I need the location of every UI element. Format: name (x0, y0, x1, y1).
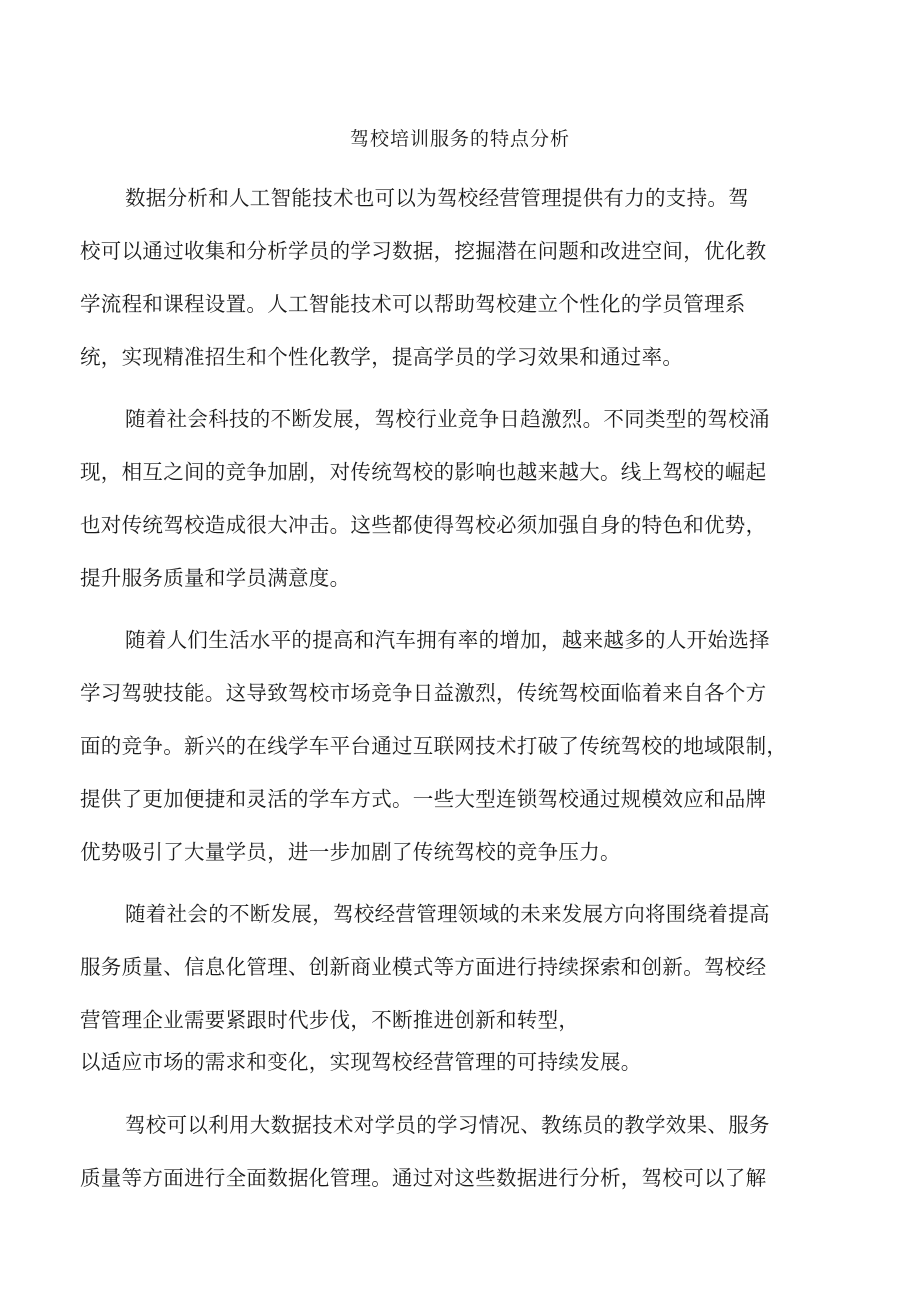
paragraph-line: 学流程和课程设置。人工智能技术可以帮助驾校建立个性化的学员管理系 (80, 292, 746, 316)
paragraph-line: 以适应市场的需求和变化，实现驾校经营管理的可持续发展。 (80, 1050, 642, 1074)
paragraph-line: 统，实现精准招生和个性化教学，提高学员的学习效果和通过率。 (80, 345, 684, 369)
paragraph-line: 面的竞争。新兴的在线学车平台通过互联网技术打破了传统驾校的地域限制， (80, 734, 788, 758)
paragraph-line: 优势吸引了大量学员，进一步加剧了传统驾校的竞争压力。 (80, 840, 621, 864)
paragraph-line: 也对传统驾校造成很大冲击。这些都使得驾校必须加强自身的特色和优势， (80, 513, 767, 537)
paragraph-line: 服务质量、信息化管理、创新商业模式等方面进行持续探索和创新。驾校经 (80, 955, 767, 979)
page-title: 驾校培训服务的特点分析 (349, 128, 570, 150)
paragraph-line: 随着社会科技的不断发展，驾校行业竞争日趋激烈。不同类型的驾校涌 (125, 407, 770, 431)
paragraph-line: 营管理企业需要紧跟时代步伐，不断推进创新和转型， (80, 1008, 580, 1032)
paragraph-line: 质量等方面进行全面数据化管理。通过对这些数据进行分析，驾校可以了解 (80, 1166, 767, 1190)
paragraph-line: 随着社会的不断发展，驾校经营管理领域的未来发展方向将围绕着提高 (125, 902, 770, 926)
paragraph-line: 现，相互之间的竞争加剧，对传统驾校的影响也越来越大。线上驾校的崛起 (80, 460, 767, 484)
paragraph-line: 随着人们生活水平的提高和汽车拥有率的增加，越来越多的人开始选择 (125, 628, 770, 652)
paragraph-line: 提升服务质量和学员满意度。 (80, 566, 351, 590)
paragraph-line: 驾校可以利用大数据技术对学员的学习情况、教练员的教学效果、服务 (125, 1113, 770, 1137)
paragraph-line: 校可以通过收集和分析学员的学习数据，挖掘潜在问题和改进空间，优化教 (80, 239, 767, 263)
paragraph-line: 学习驾驶技能。这导致驾校市场竞争日益激烈，传统驾校面临着来自各个方 (80, 681, 767, 705)
paragraph-line: 数据分析和人工智能技术也可以为驾校经营管理提供有力的支持。驾 (125, 186, 749, 210)
paragraph-line: 提供了更加便捷和灵活的学车方式。一些大型连锁驾校通过规模效应和品牌 (80, 787, 767, 811)
